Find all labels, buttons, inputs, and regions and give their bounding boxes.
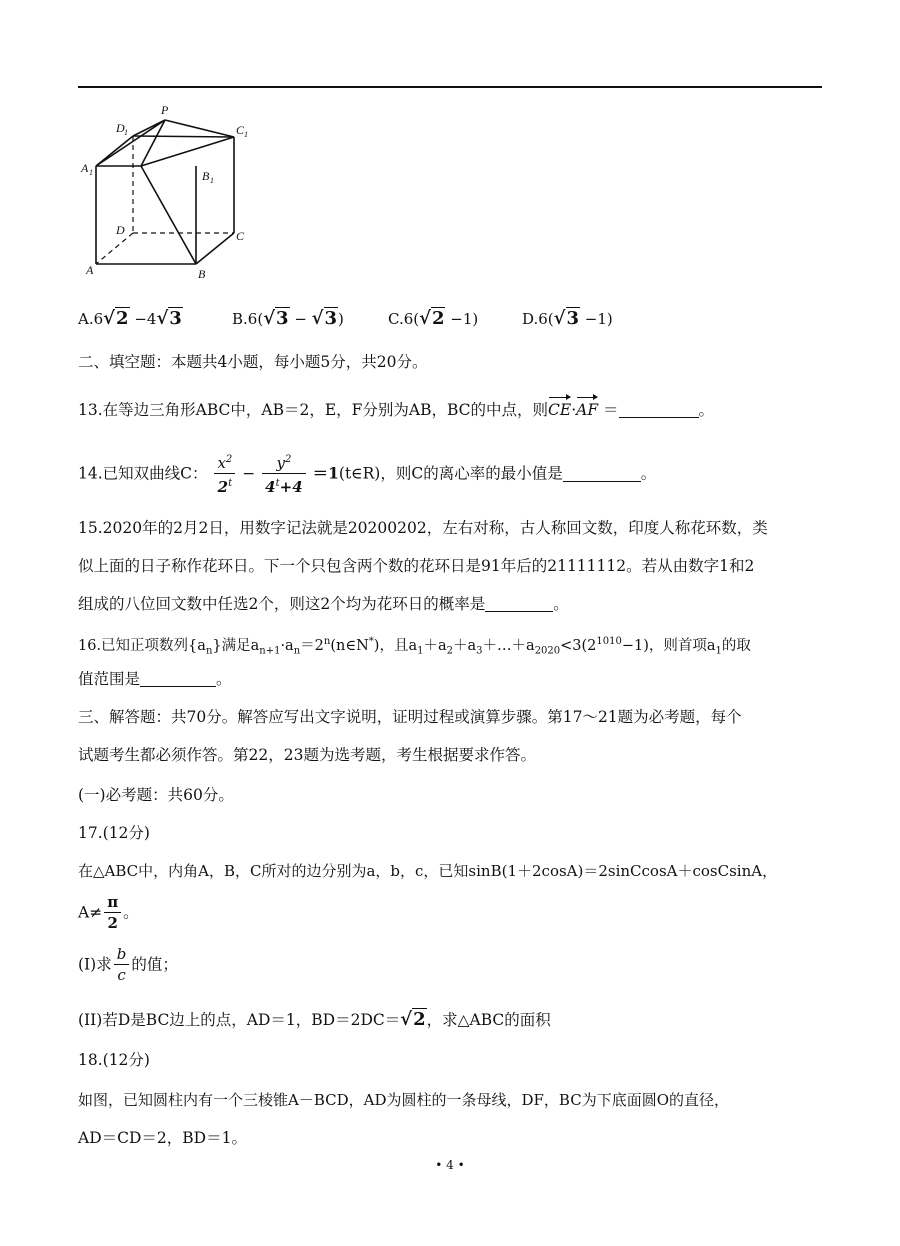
answer-blank <box>563 465 641 482</box>
label-A1-sub: 1 <box>89 168 93 177</box>
question-17-part1: (I)求 $\frac{b}{c}$ 的值； <box>78 945 178 984</box>
label-D1: D <box>116 121 125 135</box>
question-18-head: 18.(12分) <box>78 1051 150 1069</box>
question-15-line2: 似上面的日子称作花环日。下一个只包含两个数的花环日是91年后的21111112。若从由数字1和2 <box>78 557 755 575</box>
edge-B1-B <box>141 166 196 264</box>
label-A: A <box>86 263 94 277</box>
sqrt-symbol: √2 <box>103 308 129 329</box>
label-P: P <box>161 103 169 117</box>
question-15-line1: 15.2020年的2月2日，用数字记法就是20200202，左右对称，古人称回文数，印度人称花环数，类 <box>78 519 768 537</box>
label-C1-sub: 1 <box>244 130 248 139</box>
answer-blank <box>485 595 553 612</box>
fraction-b-over-c: $\frac{b}{c}$ <box>114 944 130 985</box>
edge-P-C1 <box>165 120 234 137</box>
fraction-pi-over-2: $\frac{\pi}{2}$ <box>104 892 121 933</box>
section3-line2: 试题考生都必须作答。第22，23题为选考题，考生根据要求作答。 <box>78 746 536 764</box>
question-16-line1: 16.已知正项数列$\{a_n\}$满足$a_{n+1}\cdot a_n=2^n(n\in N^*)$，且$a_1+a_2+a_3+\dots+a_{2020}<3(2^{1010}-1)$，则首项$a_1$的取 <box>78 636 751 657</box>
label-B: B <box>198 267 206 281</box>
edge-B1-C1 <box>141 137 234 166</box>
fraction-y: $\frac{y^2}{4^t+4}$ <box>262 450 305 497</box>
fraction-x: $\frac{x^2}{2^t}$ <box>214 450 235 497</box>
required-heading: (一)必考题：共60分。 <box>78 786 234 804</box>
label-D: D <box>116 223 125 237</box>
answer-blank <box>140 670 216 687</box>
question-13: 13.在等边三角形ABC中，AB＝2，E，F分别为AB，BC的中点，则CE·AF ＝ 。 <box>78 401 715 419</box>
question-17-part2: (II)若D是BC边上的点，AD＝1，BD＝2DC＝√2，求△ABC的面积 <box>78 1009 551 1030</box>
edge-D1-C1 <box>133 136 234 137</box>
question-18-line1: 如图，已知圆柱内有一个三棱锥A－BCD，AD为圆柱的一条母线，DF，BC为下底面圆O的直径， <box>78 1091 730 1109</box>
label-A1: A <box>81 161 89 175</box>
edge-B-C <box>196 233 234 264</box>
question-14: 14.已知双曲线C： $\frac{x^2}{2^t}$ − $\frac{y^2}{4^t+4}$ ＝1(t∈R)，则C的离心率的最小值是 。 <box>78 450 656 497</box>
label-C1: C <box>236 123 245 137</box>
question-17-head: 17.(12分) <box>78 824 150 842</box>
header-rule <box>78 86 822 88</box>
choice-c: C.6(√2 −1) <box>388 308 479 329</box>
label-D1-sub: 1 <box>124 128 128 137</box>
section3-line1: 三、解答题：共70分。解答应写出文字说明，证明过程或演算步骤。第17～21题为必考题，每个 <box>78 708 742 726</box>
label-B1: B <box>202 169 210 183</box>
question-17-line2: A≠ $\frac{\pi}{2}$ 。 <box>78 893 139 932</box>
hidden-edge-D-A <box>96 233 133 264</box>
answer-blank <box>619 401 699 418</box>
question-15-line3: 组成的八位回文数中任选2个，则这2个均为花环日的概率是 。 <box>78 595 569 613</box>
label-C: C <box>236 229 245 243</box>
section2-heading: 二、填空题：本题共4小题，每小题5分，共20分。 <box>78 353 428 371</box>
prism-figure <box>78 100 258 285</box>
choice-d: D.6(√3 −1) <box>522 308 613 329</box>
choice-a: A.6√2 −4√3 <box>78 308 182 329</box>
choice-b: B.6(√3 − √3) <box>232 308 344 329</box>
question-17-line1: 在△ABC中，内角A，B，C所对的边分别为a，b，c，已知sinB(1＋2cosA)＝2sinCcosA＋cosCsinA， <box>78 862 778 880</box>
question-18-line2: AD＝CD＝2，BD＝1。 <box>78 1129 247 1147</box>
question-16-line2: 值范围是 。 <box>78 670 232 688</box>
page-number: • 4 • <box>435 1158 465 1172</box>
label-B1-sub: 1 <box>210 176 214 185</box>
edge-P-A1 <box>96 120 165 166</box>
